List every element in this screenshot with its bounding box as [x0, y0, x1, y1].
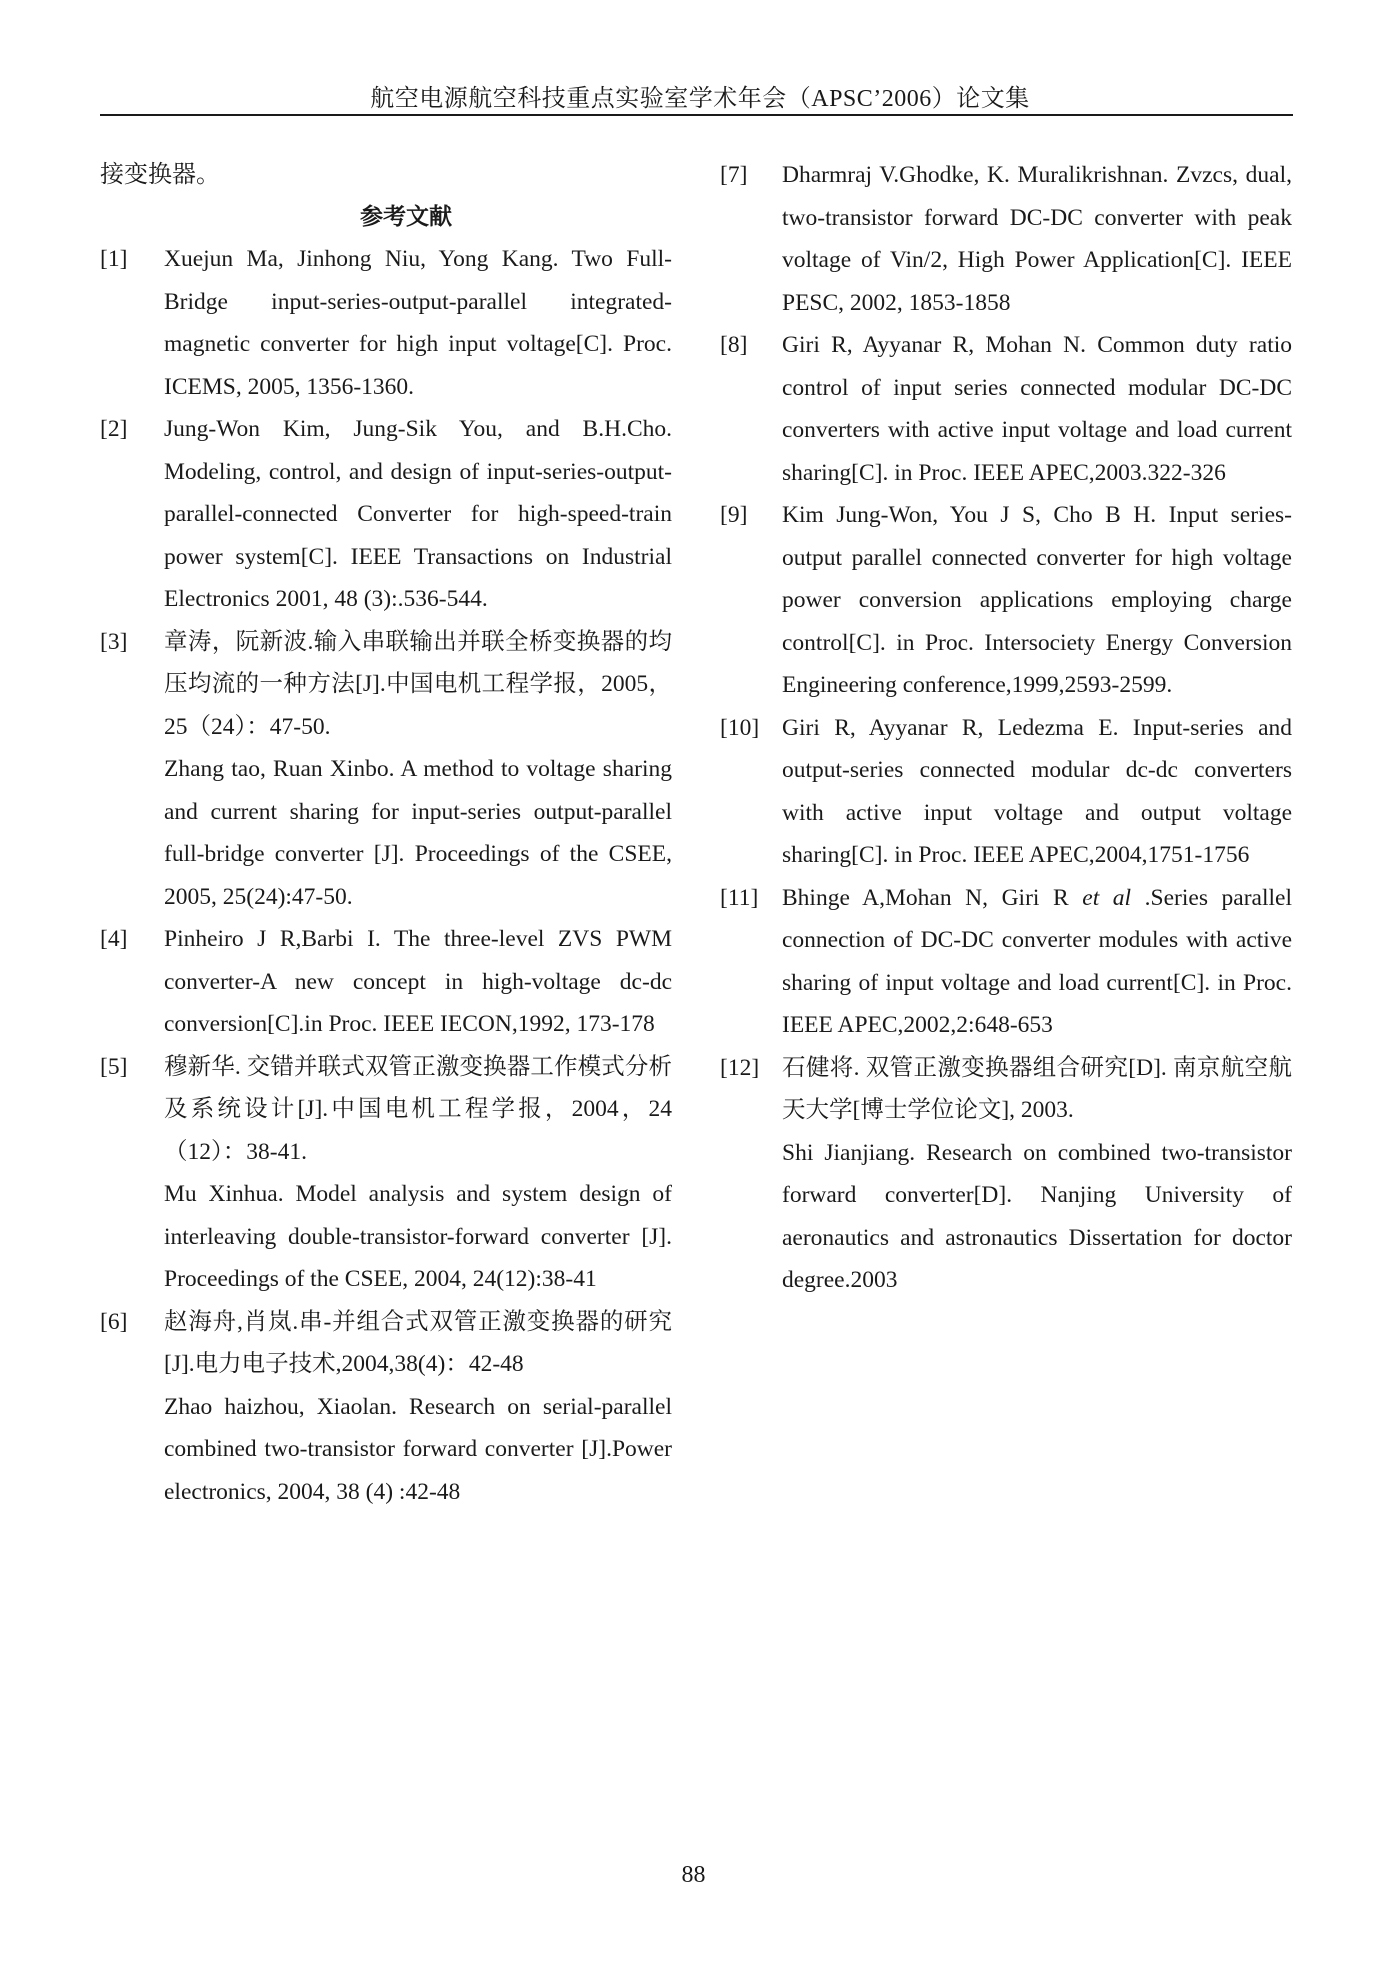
reference-number: [3]	[100, 628, 128, 655]
reference-number: [2]	[100, 416, 128, 442]
reference-text	[782, 877, 1292, 1047]
reference-translation: Shi Jianjiang. Research on combined two-transistor forward converter[D]. Nanjing University of aeronautics and astronautics Dissertation for doctor degree.2003	[782, 1139, 1292, 1293]
reference-1	[100, 238, 672, 408]
header-rule	[100, 114, 1293, 116]
reference-number: [7]	[720, 162, 748, 188]
reference-12	[720, 1047, 1292, 1132]
reference-text: 赵海舟,肖岚.串-并组合式双管正激变换器的研究[J].电力电子技术,2004,38(4)：42-48	[164, 1308, 672, 1377]
reference-text: Xuejun Ma, Jinhong Niu, Yong Kang. Two Full-Bridge input-series-output-parallel integrated-magnetic converter for high input voltage[C]. Proc. ICEMS, 2005, 1356-1360.	[164, 246, 672, 400]
reference-number: [12]	[720, 1054, 760, 1081]
reference-number: [4]	[100, 926, 128, 952]
reference-number: [6]	[100, 1308, 128, 1335]
reference-translation: Mu Xinhua. Model analysis and system design of interleaving double-transistor-forward converter [J]. Proceedings of the CSEE, 2004, 24(12):38-41	[164, 1181, 672, 1292]
reference-10	[720, 707, 1292, 877]
reference-number: [5]	[100, 1053, 128, 1080]
left-column	[100, 154, 672, 1513]
page-header: 航空电源航空科技重点实验室学术年会（APSC’2006）论文集	[370, 86, 1030, 112]
right-column	[720, 154, 1292, 1302]
reference-number: [8]	[720, 332, 748, 358]
reference-text: Jung-Won Kim, Jung-Sik You, and B.H.Cho. Modeling, control, and design of input-series-output-parallel-connected Converter for high-speed-train power system[C]. IEEE Transactions on Industrial Electronics 2001, 48 (3):.536-544.	[164, 416, 672, 612]
reference-text: Kim Jung-Won, You J S, Cho B H. Input series-output parallel connected converter for high voltage power conversion applications employing charge control[C]. in Proc. Intersociety Energy Conversion Engineering conference,1999,2593-2599.	[782, 502, 1292, 698]
reference-translation: Zhao haizhou, Xiaolan. Research on serial-parallel combined two-transistor forward converter [J].Power electronics, 2004, 38 (4) :42-48	[164, 1393, 672, 1505]
reference-text-italic: et al	[1082, 884, 1132, 911]
references-title: 参考文献	[360, 204, 452, 230]
reference-7	[720, 154, 1292, 324]
reference-4	[100, 918, 672, 1046]
reference-text: 穆新华. 交错并联式双管正激变换器工作模式分析及系统设计[J].中国电机工程学报，2004，24（12）：38-41.	[164, 1053, 672, 1165]
reference-translation: Zhang tao, Ruan Xinbo. A method to voltage sharing and current sharing for input-series output-parallel full-bridge converter [J]. Proceedings of the CSEE, 2005, 25(24):47-50.	[164, 756, 672, 910]
reference-text: 章涛，阮新波.输入串联输出并联全桥变换器的均压均流的一种方法[J].中国电机工程学报，2005，25（24）：47-50.	[164, 628, 672, 740]
reference-number: [11]	[720, 884, 759, 911]
reference-5	[100, 1046, 672, 1174]
reference-text: Dharmraj V.Ghodke, K. Muralikrishnan. Zvzcs, dual, two-transistor forward DC-DC converter with peak voltage of Vin/2, High Power Application[C]. IEEE PESC, 2002, 1853-1858	[782, 162, 1292, 316]
reference-2	[100, 408, 672, 621]
reference-text: 石健将. 双管正激变换器组合研究[D]. 南京航空航天大学[博士学位论文], 2003.	[782, 1054, 1292, 1123]
reference-6	[100, 1301, 672, 1386]
reference-text: Giri R, Ayyanar R, Mohan N. Common duty ratio control of input series connected modular DC-DC converters with active input voltage and load current sharing[C]. in Proc. IEEE APEC,2003.322-326	[782, 332, 1292, 486]
reference-3	[100, 621, 672, 749]
reference-text: Giri R, Ayyanar R, Ledezma E. Input-series and output-series connected modular dc-dc converters with active input voltage and output voltage sharing[C]. in Proc. IEEE APEC,2004,1751-1756	[782, 714, 1292, 868]
reference-9	[720, 494, 1292, 707]
reference-number: [1]	[100, 246, 128, 272]
reference-11	[720, 877, 1292, 1047]
intro-text: 接变换器。	[100, 162, 220, 188]
reference-text-after: .Series parallel connection of DC-DC converter modules with active sharing of input voltage and load current[C]. in Proc. IEEE APEC,2002,2:648-653	[782, 884, 1293, 1038]
reference-text: Pinheiro J R,Barbi I. The three-level ZVS PWM converter-A new concept in high-voltage dc-dc conversion[C].in Proc. IEEE IECON,1992, 173-178	[164, 926, 672, 1037]
reference-number: [10]	[720, 714, 760, 741]
page-number: 88	[681, 1862, 706, 1888]
reference-text-before: Bhinge A,Mohan N, Giri R	[782, 884, 1083, 911]
reference-8	[720, 324, 1292, 494]
reference-number: [9]	[720, 502, 748, 528]
